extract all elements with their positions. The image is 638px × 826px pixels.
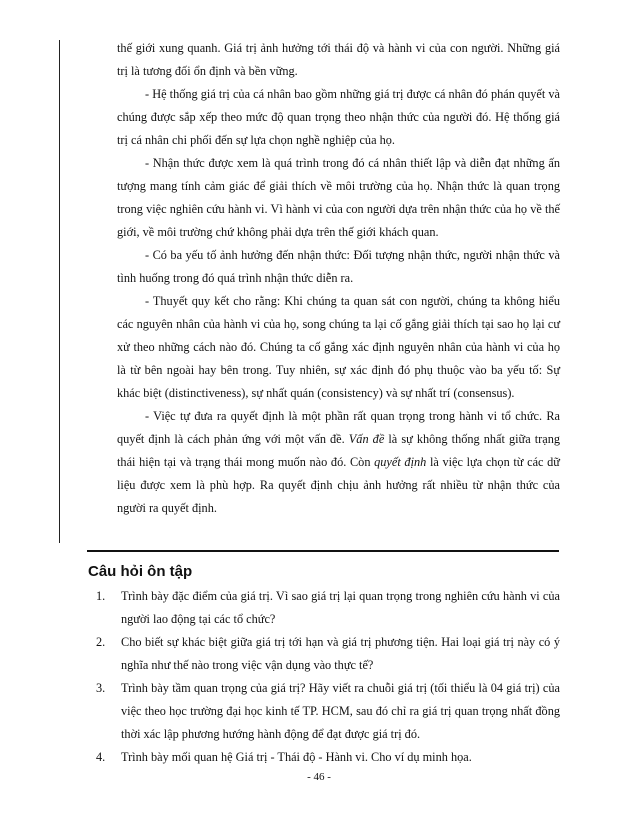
question-text: Trình bày mối quan hệ Giá trị - Thái độ - Hành vi. Cho ví dụ minh họa. [121, 750, 472, 764]
question-number: 2. [96, 635, 106, 649]
text-run: - Việc tự đưa ra quyết định là một phần rất quan trọng trong hành vi tổ chức. Ra quyết định là cách phản ứng với một vấn đề. [117, 409, 560, 446]
question-item [96, 746, 560, 769]
paragraph-attribution-theory: - Thuyết quy kết cho rằng: Khi chúng ta quan sát con người, chúng ta không hiểu các nguyên nhân của hành vi của họ, song chúng ta lại cố gắng giải thích tại sao họ lại cư xử theo những cách nào đó. Chúng ta cố gắng xác định nguyên nhân của hành vi của họ là từ bên ngoài hay bên trong. Tuy nhiên, sự xác định đó phụ thuộc vào ba yếu tố: Sự khác biệt (distinctiveness), sự nhất quán (consistency) và sự nhất trí (consensus). [117, 294, 560, 400]
question-item [96, 677, 560, 746]
question-text: Trình bày đặc điểm của giá trị. Vì sao giá trị lại quan trọng trong nghiên cứu hành vi của người lao động tại các tổ chức? [121, 589, 560, 626]
paragraph-value-system: - Hệ thống giá trị của cá nhân bao gồm những giá trị được cá nhân đó phán quyết và chúng được sắp xếp theo mức độ quan trọng theo nhận thức của người đó. Hệ thống giá trị cá nhân chi phối đến sự lựa chọn nghề nghiệp của họ. [117, 87, 560, 147]
body-text [117, 37, 560, 520]
emphasis-decision: quyết định [374, 455, 427, 469]
section-title: Câu hỏi ôn tập [88, 563, 193, 580]
question-text: Trình bày tầm quan trọng của giá trị? Hãy viết ra chuỗi giá trị (tối thiểu là 04 giá trị) của việc theo học trường đại học kinh tế TP. HCM, sau đó chỉ ra giá trị quan trọng nhất đồng thời xác lập phương hướng hành động để đạt được giá trị đó. [121, 681, 560, 741]
paragraph-decision-making [117, 405, 560, 520]
question-item [96, 585, 560, 631]
page-number: - 46 - [307, 771, 331, 783]
text-run: là sự không thống nhất giữa trạng thái hiện tại và trạng thái mong muốn nào đó. Còn [117, 432, 560, 469]
section-divider [87, 550, 559, 552]
question-number: 3. [96, 681, 106, 695]
paragraph-perception-factors: - Có ba yếu tố ảnh hưởng đến nhận thức: Đối tượng nhận thức, người nhận thức và tình huống trong đó quá trình nhận thức diễn ra. [117, 248, 560, 285]
text-run: là việc lựa chọn từ các dữ liệu được xem là phù hợp. Ra quyết định chịu ảnh hưởng rất nhiều từ nhận thức của người ra quyết định. [117, 455, 560, 515]
review-questions [96, 585, 560, 769]
paragraph: thế giới xung quanh. Giá trị ảnh hưởng tới thái độ và hành vi của con người. Những giá trị là tương đối ổn định và bền vững. [117, 41, 560, 78]
question-item [96, 631, 560, 677]
question-number: 1. [96, 589, 106, 603]
question-number: 4. [96, 750, 106, 764]
paragraph-perception: - Nhận thức được xem là quá trình trong đó cá nhân thiết lập và diễn đạt những ấn tượng mang tính cảm giác để giải thích về môi trường của họ. Nhận thức là quan trọng trong việc nghiên cứu hành vi. Vì hành vi của con người dựa trên nhận thức của họ về thế giới, về môi trường chứ không phải dựa trên thế giới khách quan. [117, 156, 560, 239]
margin-rule [59, 40, 60, 543]
question-text: Cho biết sự khác biệt giữa giá trị tới hạn và giá trị phương tiện. Hai loại giá trị này có ý nghĩa như thế nào trong việc vận dụng vào thực tế? [121, 635, 560, 672]
emphasis-problem: Vấn đề [348, 432, 385, 446]
